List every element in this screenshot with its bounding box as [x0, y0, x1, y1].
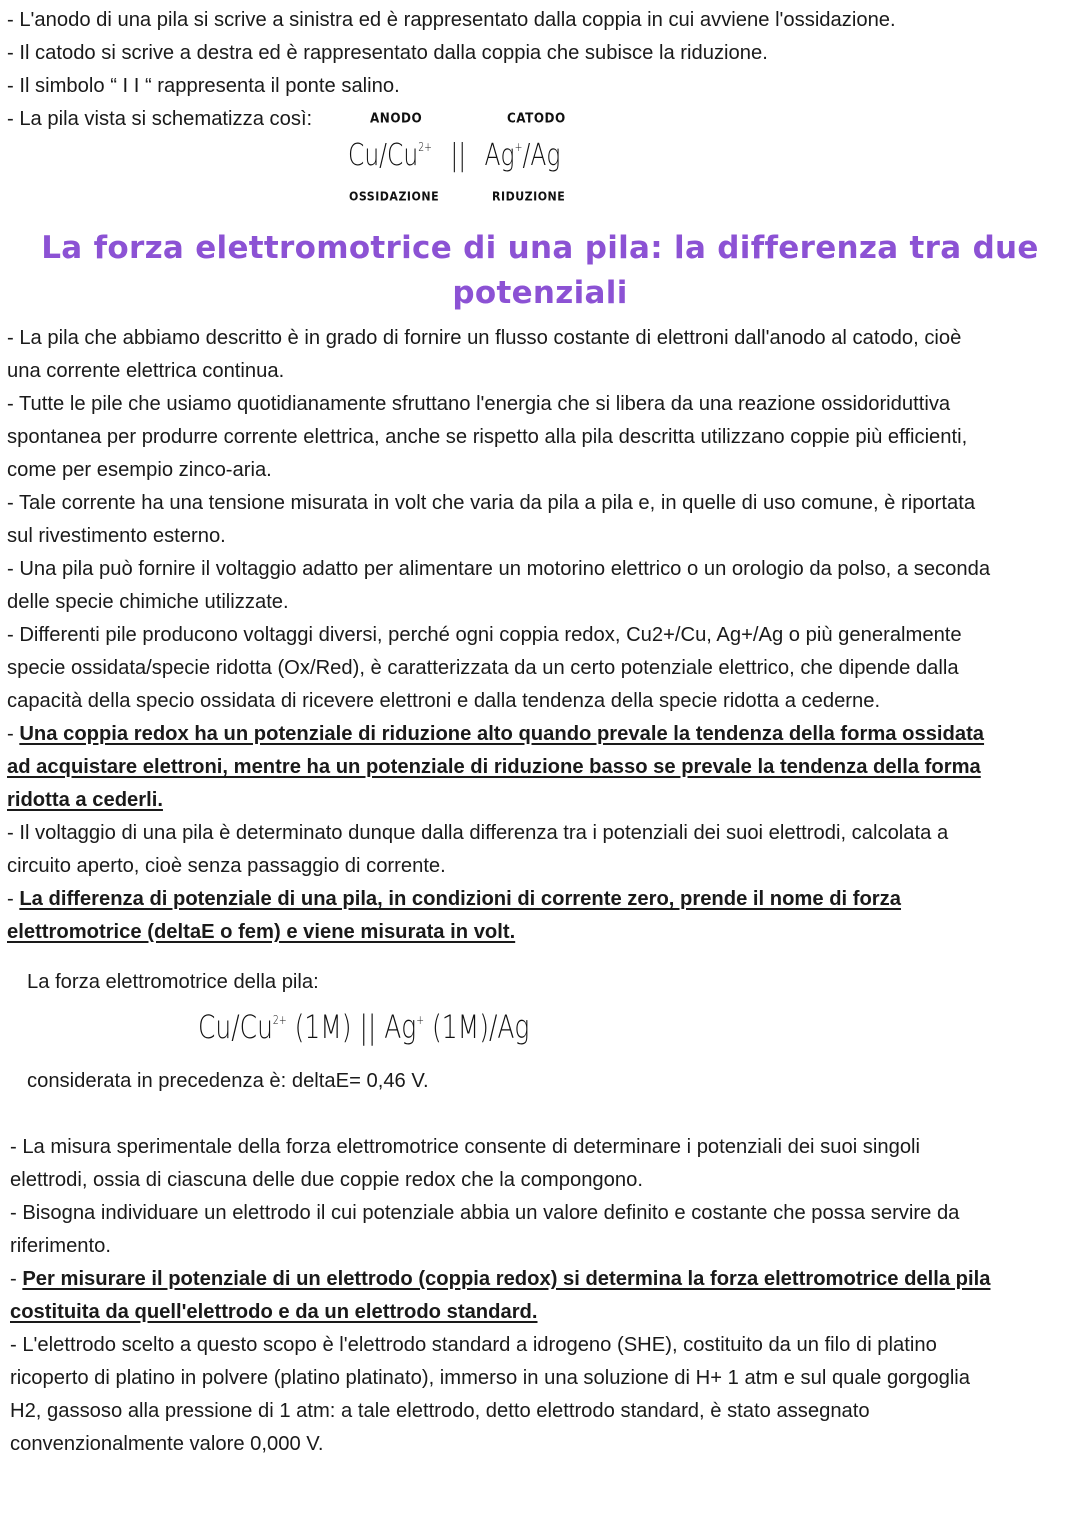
body-line: sul rivestimento esterno.	[7, 525, 226, 547]
formula-charge: +	[416, 1013, 425, 1027]
key-statement-text: ridotta a cederli.	[7, 789, 163, 811]
body-line: - Differenti pile producono voltaggi diversi, perché ogni coppia redox, Cu2+/Cu, Ag+/Ag o più generalmente	[7, 624, 962, 646]
emf-intro: La forza elettromotrice della pila:	[27, 971, 319, 993]
anode-label: ANODO	[370, 110, 423, 126]
key-statement-line	[7, 883, 901, 916]
emf-formula	[198, 1008, 529, 1046]
salt-bridge-symbol: ||	[450, 138, 467, 173]
body-line: una corrente elettrica continua.	[7, 360, 285, 382]
body-line: - Bisogna individuare un elettrodo il cui potenziale abbia un valore definito e costante che possa servire da	[10, 1202, 960, 1224]
body-line: riferimento.	[10, 1235, 111, 1257]
key-statement-text: elettromotrice (deltaE o fem) e viene misurata in volt.	[7, 921, 516, 943]
body-line: - L'elettrodo scelto a questo scopo è l'elettrodo standard a idrogeno (SHE), costituito da un filo di platino	[10, 1334, 937, 1356]
body-line: ricoperto di platino in polvere (platino platinato), immerso in una soluzione di H+ 1 atm e sul quale gorgoglia	[10, 1367, 971, 1389]
body-line: come per esempio zinco-aria.	[7, 459, 272, 481]
body-line: elettrodi, ossia di ciascuna delle due coppie redox che la compongono.	[10, 1169, 643, 1191]
body-line: specie ossidata/specie ridotta (Ox/Red), è caratterizzata da un certo potenziale elettrico, che dipende dalla	[7, 657, 959, 679]
formula-charge: 2+	[272, 1013, 287, 1027]
body-line: - Una pila può fornire il voltaggio adatto per alimentare un motorino elettrico o un orologio da polso, a seconda	[7, 558, 991, 580]
body-line: circuito aperto, cioè senza passaggio di corrente.	[7, 855, 446, 877]
formula-charge: +	[514, 140, 523, 154]
key-statement-text: ad acquistare elettroni, mentre ha un potenziale di riduzione basso se prevale la tendenza della forma	[7, 756, 981, 778]
intro-line: - Il catodo si scrive a destra ed è rappresentato dalla coppia che subisce la riduzione.	[7, 42, 768, 64]
body-line: delle specie chimiche utilizzate.	[7, 591, 289, 613]
key-statement-line	[7, 916, 515, 949]
key-statement-text: La differenza di potenziale di una pila, in condizioni di corrente zero, prende il nome di forza	[19, 888, 901, 910]
bullet-prefix: -	[10, 1268, 23, 1290]
body-line: spontanea per produrre corrente elettrica, anche se rispetto alla pila descritta utilizzano coppie più efficienti,	[7, 426, 968, 448]
body-line: capacità della specio ossidata di ricevere elettroni e dalla tendenza della specie ridotta a cederne.	[7, 690, 881, 712]
key-statement-line	[7, 751, 981, 784]
oxidation-label: OSSIDAZIONE	[349, 189, 440, 204]
key-statement-line	[7, 718, 984, 751]
key-statement-line	[10, 1296, 538, 1329]
section-title-line2: potenziali	[452, 275, 628, 311]
intro-line: - Il simbolo “ I I “ rappresenta il ponte salino.	[7, 75, 400, 97]
intro-line: - La pila vista si schematizza così:	[7, 108, 313, 130]
key-statement-line	[7, 784, 163, 817]
formula-cathode: (1M)/Ag	[432, 1008, 530, 1046]
formula-cathode-ion: Ag	[484, 138, 515, 173]
formula-middle: (1M) || Ag	[294, 1008, 417, 1046]
formula-cathode-metal: /Ag	[522, 138, 561, 173]
body-line: - La misura sperimentale della forza elettromotrice consente di determinare i potenziali dei suoi singoli	[10, 1136, 921, 1158]
section-title-line1: La forza elettromotrice di una pila: la differenza tra due	[41, 230, 1039, 266]
body-line: - La pila che abbiamo descritto è in grado di fornire un flusso costante di elettroni dall'anodo al catodo, cioè	[7, 327, 962, 349]
intro-line: - L'anodo di una pila si scrive a sinistra ed è rappresentato dalla coppia in cui avviene l'ossidazione.	[7, 9, 896, 31]
formula-charge: 2+	[418, 140, 433, 154]
body-line: convenzionalmente valore 0,000 V.	[10, 1433, 324, 1455]
cell-formula	[348, 138, 560, 173]
body-line: H2, gassoso alla pressione di 1 atm: a tale elettrodo, detto elettrodo standard, è stato assegnato	[10, 1400, 870, 1422]
emf-result: considerata in precedenza è: deltaE= 0,46 V.	[27, 1070, 429, 1092]
body-line: - Tutte le pile che usiamo quotidianamente sfruttano l'energia che si libera da una reazione ossidoriduttiva	[7, 393, 951, 415]
body-line: - Tale corrente ha una tensione misurata in volt che varia da pila a pila e, in quelle di uso comune, è riportata	[7, 492, 976, 514]
key-statement-text: Per misurare il potenziale di un elettrodo (coppia redox) si determina la forza elettromotrice della pila	[22, 1268, 991, 1290]
reduction-label: RIDUZIONE	[492, 189, 566, 204]
formula-anode-couple: Cu/Cu	[348, 138, 419, 173]
key-statement-line	[10, 1263, 990, 1296]
key-statement-text: Una coppia redox ha un potenziale di riduzione alto quando prevale la tendenza della forma ossidata	[19, 723, 985, 745]
bullet-prefix: -	[7, 723, 20, 745]
formula-anode-couple: Cu/Cu	[198, 1008, 273, 1046]
bullet-prefix: -	[7, 888, 20, 910]
cathode-label: CATODO	[507, 110, 566, 126]
body-line: - Il voltaggio di una pila è determinato dunque dalla differenza tra i potenziali dei suoi elettrodi, calcolata a	[7, 822, 949, 844]
key-statement-text: costituita da quell'elettrodo e da un elettrodo standard.	[10, 1301, 538, 1323]
